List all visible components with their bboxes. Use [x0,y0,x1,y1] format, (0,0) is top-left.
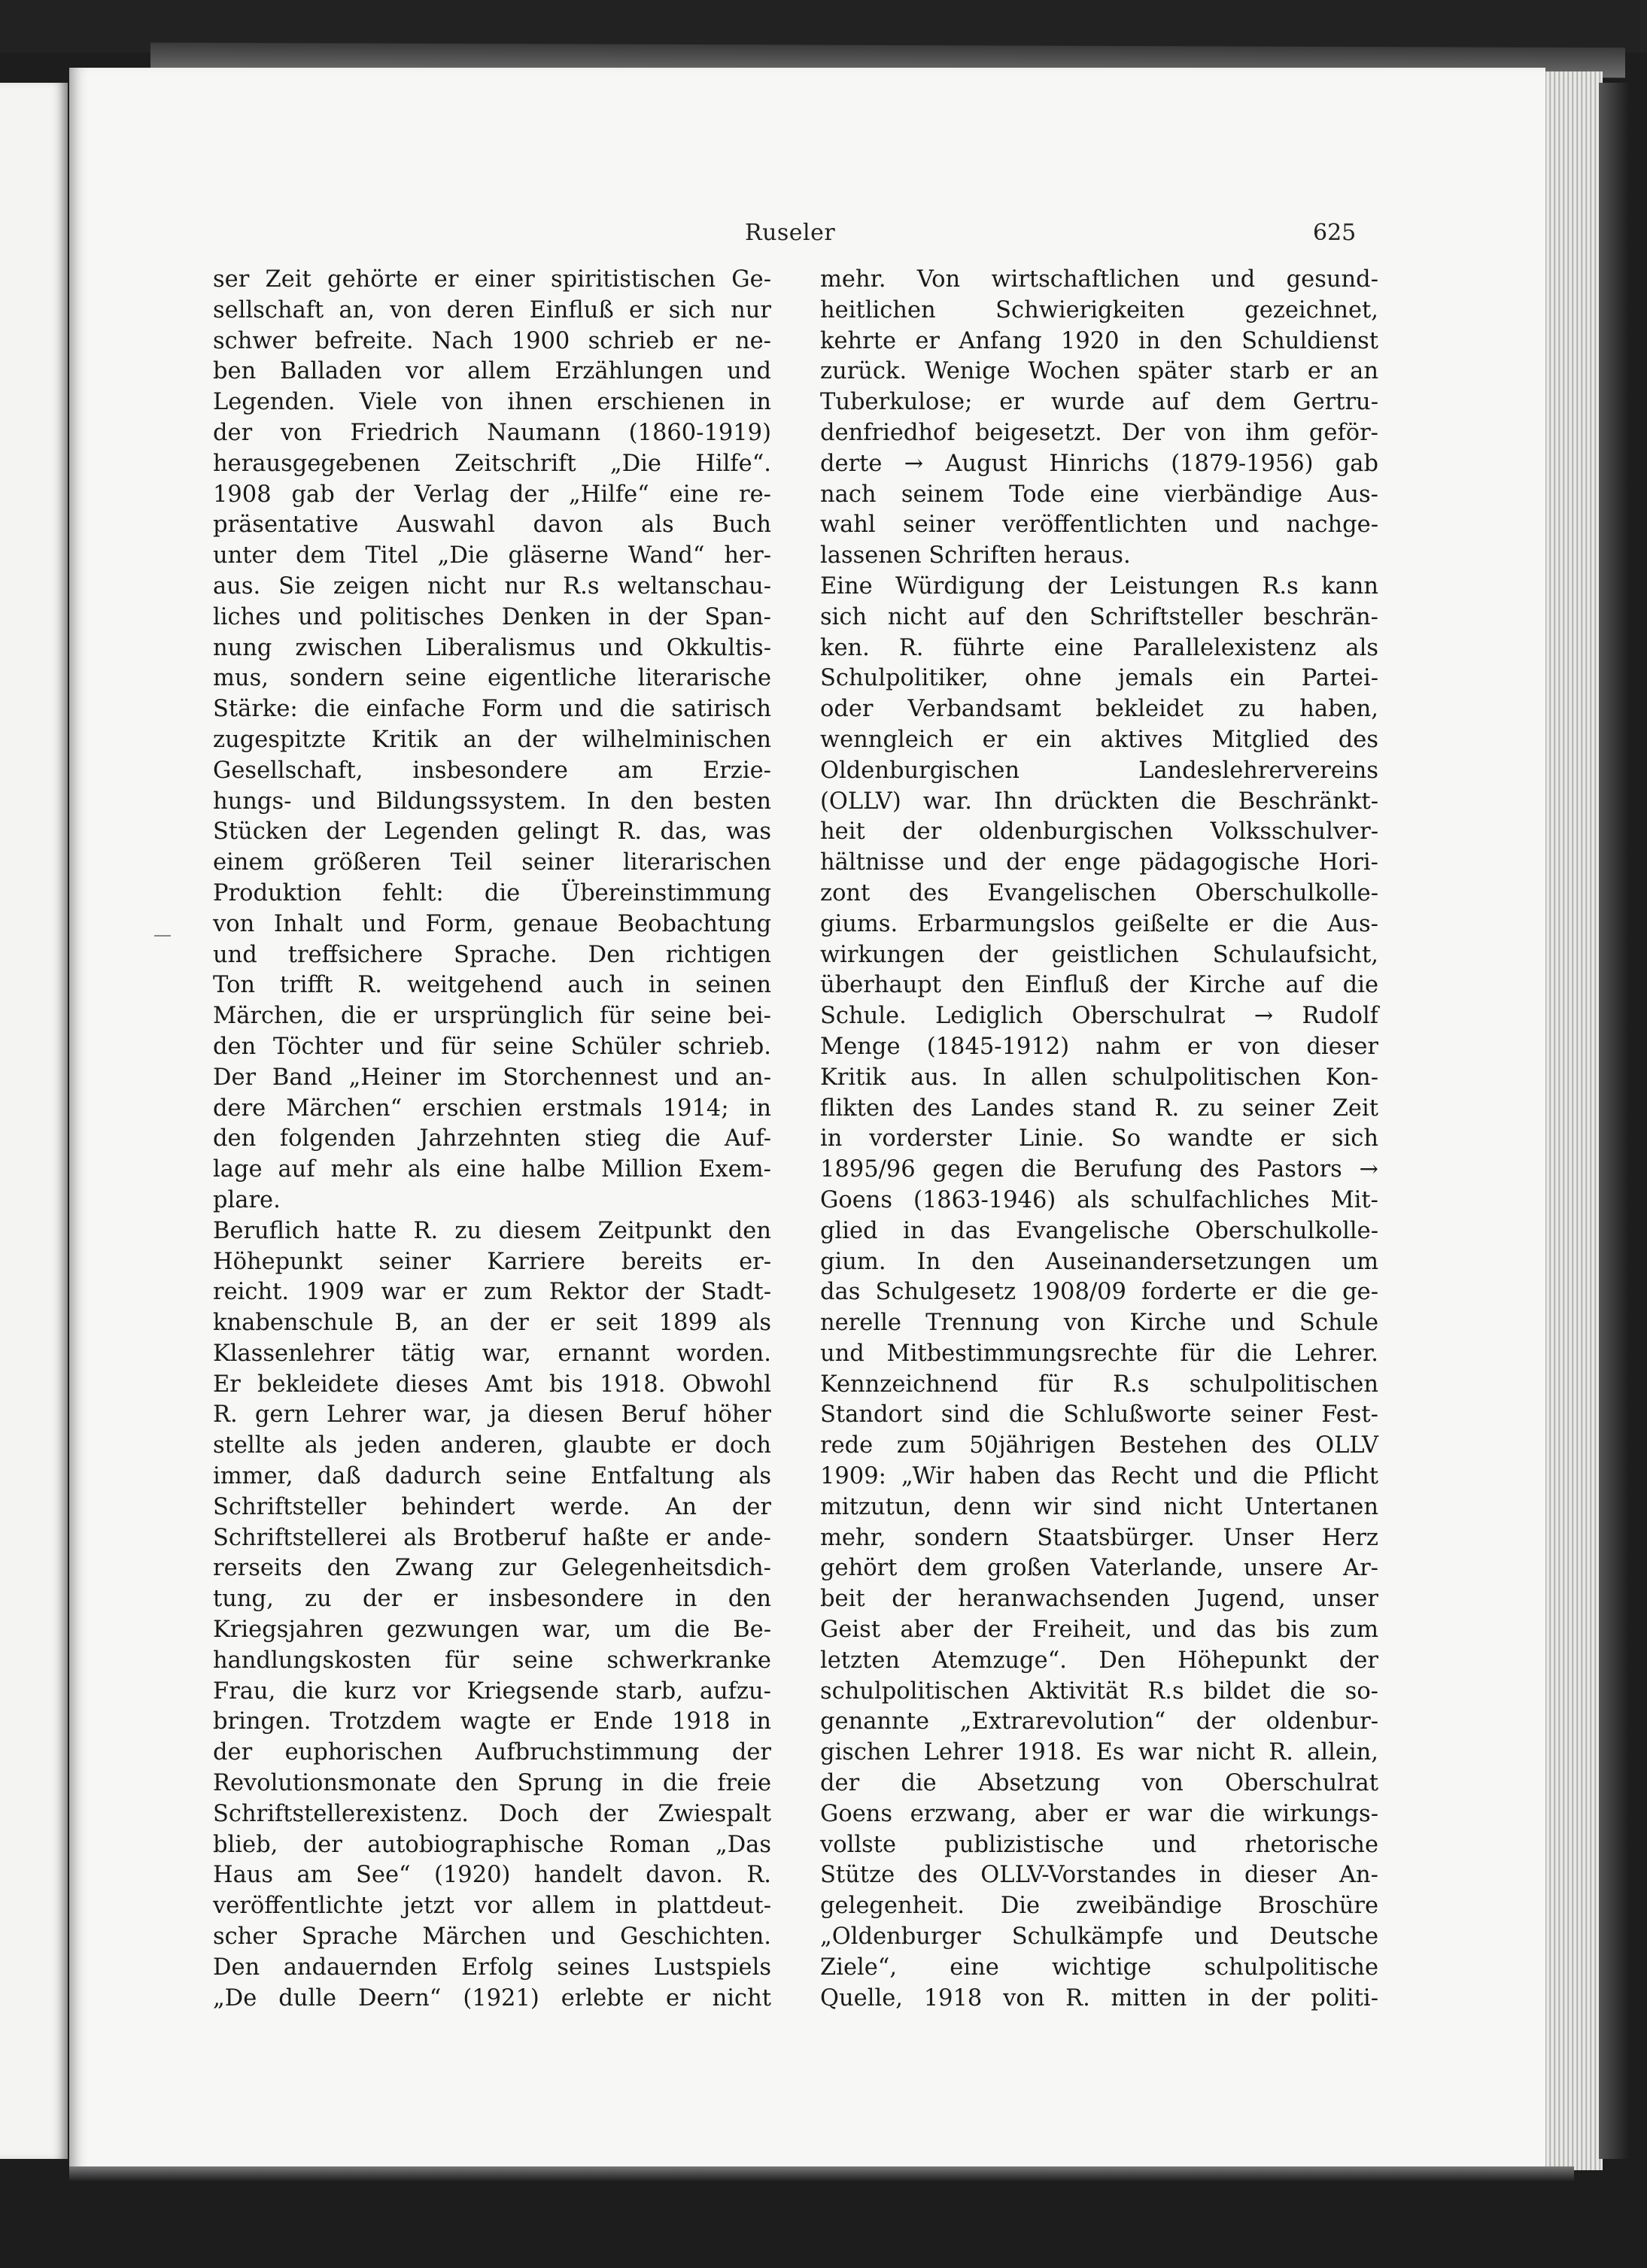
text-line: der die Absetzung von Oberschulrat [820,1770,1378,1797]
text-line: Ziele“, eine wichtige schulpolitische [820,1954,1378,1981]
text-line: Stücken der Legenden gelingt R. das, was [213,818,771,846]
text-line: rerseits den Zwang zur Gelegenheitsdich- [213,1555,771,1582]
text-line: wirkungen der geistlichen Schulaufsicht, [820,941,1378,968]
text-line: Geist aber der Freiheit, und das bis zum [820,1617,1378,1644]
text-line: gelegenheit. Die zweibändige Broschüre [820,1893,1378,1920]
text-line: liches und politisches Denken in der Span- [213,603,771,630]
text-line: R. gern Lehrer war, ja diesen Beruf höher [213,1401,771,1429]
text-line: Tuberkulose; er wurde auf dem Gertru- [820,389,1378,416]
text-line: wahl seiner veröffentlichten und nachge- [820,512,1378,539]
text-line: Stütze des OLLV-Vorstandes in dieser An- [820,1862,1378,1889]
text-line: ken. R. führte eine Parallelexistenz als [820,634,1378,661]
text-line: Gesellschaft, insbesondere am Erzie- [213,757,771,784]
text-line: zont des Evangelischen Oberschulkolle- [820,879,1378,906]
text-line: Haus am See“ (1920) handelt davon. R. [213,1862,771,1889]
text-line: Schriftsteller behindert werde. An der [213,1493,771,1520]
text-line: zugespitzte Kritik an der wilhelminischen [213,726,771,753]
text-line: (OLLV) war. Ihn drückten die Beschränkt- [820,788,1378,815]
text-line: unter dem Titel „Die gläserne Wand“ her- [213,542,771,569]
text-line: giums. Erbarmungslos geißelte er die Aus- [820,910,1378,937]
text-line: bringen. Trotzdem wagte er Ende 1918 in [213,1708,771,1735]
page-stack-shadow [1599,83,1629,2159]
text-line: Schulpolitiker, ohne jemals ein Partei- [820,665,1378,692]
text-line: lage auf mehr als eine halbe Million Exem- [213,1156,771,1183]
text-line: Kritik aus. In allen schulpolitischen Kon- [820,1064,1378,1091]
text-line: plare. [213,1186,281,1213]
text-line: präsentative Auswahl davon als Buch [213,512,771,539]
text-line: „Oldenburger Schulkämpfe und Deutsche [820,1923,1378,1951]
text-line: immer, daß dadurch seine Entfaltung als [213,1463,771,1490]
text-line: blieb, der autobiographische Roman „Das [213,1831,771,1858]
text-line: Märchen, die er ursprünglich für seine bei- [213,1003,771,1030]
text-line: das Schulgesetz 1908/09 forderte er die ge- [820,1279,1378,1306]
text-line: Ton trifft R. weitgehend auch in seinen [213,972,771,999]
text-line: den Töchter und für seine Schüler schrieb. [213,1033,771,1060]
text-line: scher Sprache Märchen und Geschichten. [213,1923,771,1951]
text-column-right [820,265,1378,2014]
text-line: der von Friedrich Naumann (1860-1919) [213,419,771,446]
text-line: tung, zu der er insbesondere in den [213,1586,771,1613]
text-line: nerelle Trennung von Kirche und Schule [820,1310,1378,1337]
text-line: Schriftstellerexistenz. Doch der Zwiespalt [213,1800,771,1827]
text-line: mus, sondern seine eigentliche literarische [213,665,771,692]
text-line: denfriedhof beigesetzt. Der von ihm geför- [820,419,1378,446]
text-line: heit der oldenburgischen Volksschulver- [820,818,1378,846]
page-number: 625 [1313,220,1357,246]
text-line: den folgenden Jahrzehnten stieg die Auf- [213,1125,771,1152]
text-line: Er bekleidete dieses Amt bis 1918. Obwohl [213,1371,771,1398]
text-line: zurück. Wenige Wochen später starb er an [820,358,1378,385]
text-line: Klassenlehrer tätig war, ernannt worden. [213,1340,771,1367]
text-line: von Inhalt und Form, genaue Beobachtung [213,910,771,937]
text-line: kehrte er Anfang 1920 in den Schuldienst [820,327,1378,354]
text-line: derte → August Hinrichs (1879-1956) gab [820,450,1378,477]
text-line: Der Band „Heiner im Storchennest und an- [213,1064,771,1091]
text-line: Standort sind die Schlußworte seiner Fest- [820,1401,1378,1429]
text-line: hungs- und Bildungssystem. In den besten [213,788,771,815]
text-line: Revolutionsmonate den Sprung in die freie [213,1770,771,1797]
text-line: in vorderster Linie. So wandte er sich [820,1125,1378,1152]
text-line: Frau, die kurz vor Kriegsende starb, aufzu- [213,1677,771,1705]
text-line: einem größeren Teil seiner literarischen [213,849,771,876]
text-line: handlungskosten für seine schwerkranke [213,1647,771,1674]
text-line: schulpolitischen Aktivität R.s bildet die so- [820,1677,1378,1705]
text-line: mehr. Von wirtschaftlichen und gesund- [820,266,1378,293]
text-line: nung zwischen Liberalismus und Okkultis- [213,634,771,661]
text-line: beit der heranwachsenden Jugend, unser [820,1586,1378,1613]
text-line: Kennzeichnend für R.s schulpolitischen [820,1371,1378,1398]
text-line: Goens erzwang, aber er war die wirkungs- [820,1800,1378,1827]
text-line: sellschaft an, von deren Einfluß er sich nur [213,296,771,323]
text-line: dere Märchen“ erschien erstmals 1914; in [213,1095,771,1122]
text-line: hältnisse und der enge pädagogische Hori- [820,849,1378,876]
text-line: Kriegsjahren gezwungen war, um die Be- [213,1617,771,1644]
text-line: Schriftstellerei als Brotberuf haßte er ande- [213,1524,771,1551]
text-line: nach seinem Tode eine vierbändige Aus- [820,481,1378,508]
text-line: rede zum 50jährigen Bestehen des OLLV [820,1432,1378,1459]
text-line: gehört dem großen Vaterlande, unsere Ar- [820,1555,1378,1582]
text-line: lassenen Schriften heraus. [820,542,1131,569]
text-line: Schule. Lediglich Oberschulrat → Rudolf [820,1003,1378,1030]
text-line: aus. Sie zeigen nicht nur R.s weltanschau- [213,572,771,600]
text-line: 1909: „Wir haben das Recht und die Pflicht [820,1463,1378,1490]
text-line: letzten Atemzuge“. Den Höhepunkt der [820,1647,1378,1674]
text-line: veröffentlichte jetzt vor allem in plattdeut- [213,1893,771,1920]
margin-mark [154,935,171,937]
text-line: der euphorischen Aufbruchstimmung der [213,1739,771,1766]
text-line: „De dulle Deern“ (1921) erlebte er nicht [213,1984,771,2011]
text-line: Quelle, 1918 von R. mitten in der politi- [820,1984,1378,2011]
text-line: gium. In den Auseinandersetzungen um [820,1248,1378,1275]
text-line: ben Balladen vor allem Erzählungen und [213,358,771,385]
running-head-title: Ruseler [745,220,836,246]
text-line: Goens (1863-1946) als schulfachliches Mit- [820,1186,1378,1213]
facing-page-edge [0,83,68,2159]
text-line: oder Verbandsamt bekleidet zu haben, [820,696,1378,723]
text-line: Eine Würdigung der Leistungen R.s kann [820,572,1378,600]
text-line: Höhepunkt seiner Karriere bereits er- [213,1248,771,1275]
text-line: heitlichen Schwierigkeiten gezeichnet, [820,296,1378,323]
text-line: wenngleich er ein aktives Mitglied des [820,726,1378,753]
text-line: stellte als jeden anderen, glaubte er doch [213,1432,771,1459]
text-line: Produktion fehlt: die Übereinstimmung [213,879,771,906]
text-line: Stärke: die einfache Form und die satirisch [213,696,771,723]
text-line: Den andauernden Erfolg seines Lustspiels [213,1954,771,1981]
text-line: genannte „Extrarevolution“ der oldenbur- [820,1708,1378,1735]
text-line: sich nicht auf den Schriftsteller beschrän- [820,603,1378,630]
text-line: herausgegebenen Zeitschrift „Die Hilfe“. [213,450,771,477]
text-line: gischen Lehrer 1918. Es war nicht R. allein, [820,1739,1378,1766]
text-line: Beruflich hatte R. zu diesem Zeitpunkt den [213,1217,771,1244]
text-line: Menge (1845-1912) nahm er von dieser [820,1033,1378,1060]
text-line: 1895/96 gegen die Berufung des Pastors → [820,1156,1378,1183]
page-bottom-shadow [69,2166,1574,2181]
text-line: flikten des Landes stand R. zu seiner Zeit [820,1095,1378,1122]
text-column-left [213,265,771,2014]
text-line: knabenschule B, an der er seit 1899 als [213,1310,771,1337]
text-line: Oldenburgischen Landeslehrervereins [820,757,1378,784]
text-line: Legenden. Viele von ihnen erschienen in [213,389,771,416]
text-line: überhaupt den Einfluß der Kirche auf die [820,972,1378,999]
text-line: reicht. 1909 war er zum Rektor der Stadt- [213,1279,771,1306]
text-line: schwer befreite. Nach 1900 schrieb er ne- [213,327,771,354]
text-line: mehr, sondern Staatsbürger. Unser Herz [820,1524,1378,1551]
text-line: vollste publizistische und rhetorische [820,1831,1378,1858]
text-line: ser Zeit gehörte er einer spiritistischen Ge- [213,266,771,293]
page-stack-edge [1542,71,1603,2170]
text-line: und Mitbestimmungsrechte für die Lehrer. [820,1340,1378,1367]
text-line: glied in das Evangelische Oberschulkolle- [820,1217,1378,1244]
text-line: mitzutun, denn wir sind nicht Untertanen [820,1493,1378,1520]
text-line: und treffsichere Sprache. Den richtigen [213,941,771,968]
text-line: 1908 gab der Verlag der „Hilfe“ eine re- [213,481,771,508]
